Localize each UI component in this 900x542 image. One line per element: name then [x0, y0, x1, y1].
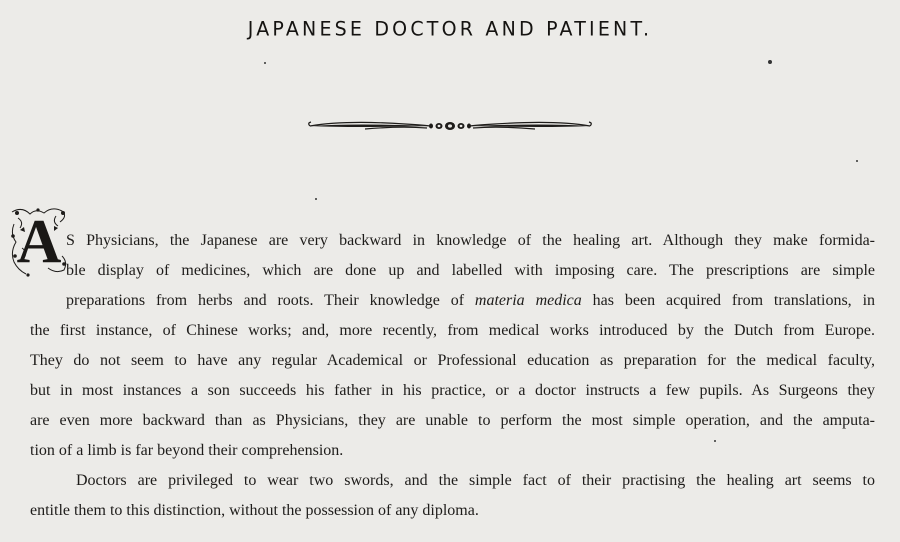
paper-speck [768, 60, 772, 64]
paragraph-2-line-2: entitle them to this distinction, without the possession of any diploma. [30, 502, 479, 519]
paragraph-1 [30, 226, 875, 466]
paragraph-1-line-4: the first instance, of Chinese works; and, more recently, from medical works introduced by the Dutch from Europe. [30, 322, 875, 339]
italic-term: materia medica [474, 292, 582, 309]
paragraph-2-line-1: Doctors are privileged to wear two swords, and the simple fact of their practising the healing art seems to [76, 472, 875, 489]
paragraph-1-line-7: are even more backward than as Physicians, they are unable to perform the most simple operation, and the amputa- [30, 412, 875, 429]
paragraph-1-line-2: ble display of medicines, which are done up and labelled with imposing care. The prescriptions are simple [66, 262, 875, 279]
paper-speck [714, 440, 716, 442]
paragraph-1-line-1: S Physicians, the Japanese are very backward in knowledge of the healing art. Although they make formida- [66, 232, 875, 249]
paragraph-2 [30, 466, 875, 526]
paper-speck [315, 198, 317, 200]
page-title: JAPANESE DOCTOR AND PATIENT. [247, 17, 653, 41]
paragraph-1-line-3: preparations from herbs and roots. Their knowledge of materia medica has been acquired from translations, in [66, 292, 875, 309]
paper-speck [856, 160, 858, 162]
decorative-scroll-rule-icon [305, 114, 595, 138]
paragraph-1-line-5: They do not seem to have any regular Academical or Professional education as preparation for the medical faculty, [30, 352, 875, 369]
drop-cap-letter: A [16, 208, 62, 276]
paper-speck [264, 62, 266, 64]
paragraph-1-line-6: but in most instances a son succeeds his father in his practice, or a doctor instructs a few pupils. As Surgeons they [30, 382, 875, 399]
paragraph-1-line-8: tion of a limb is far beyond their comprehension. [30, 442, 344, 459]
